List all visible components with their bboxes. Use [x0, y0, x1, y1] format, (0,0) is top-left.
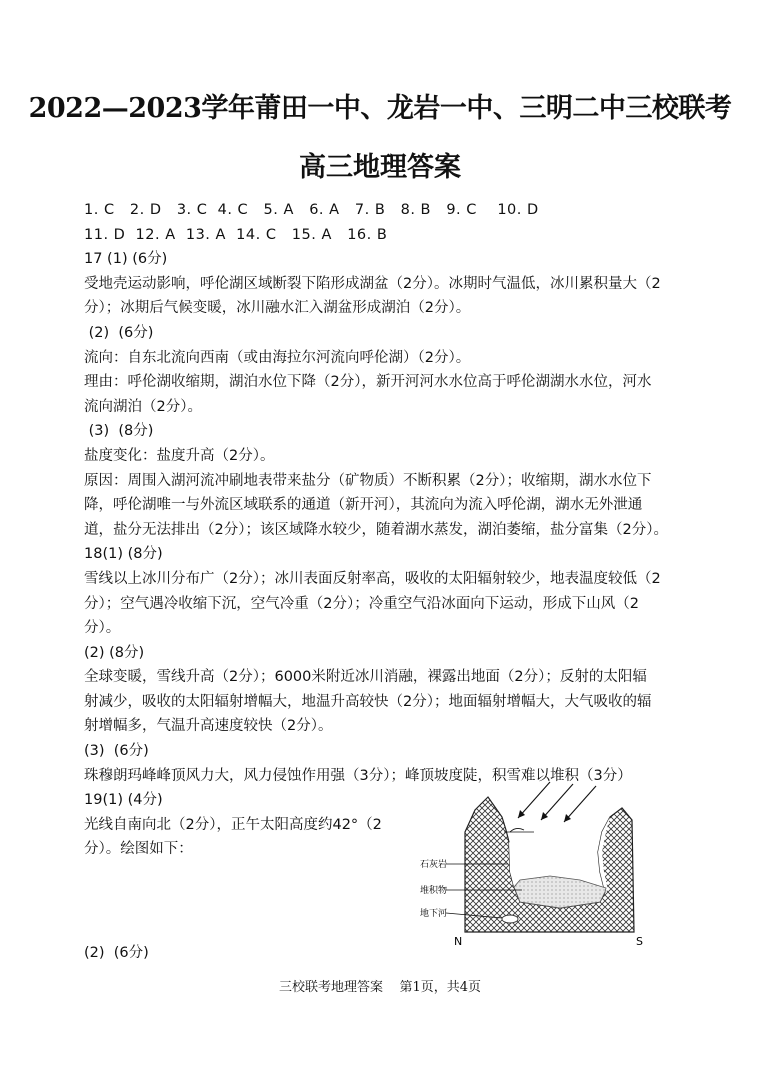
q18-2-line: 全球变暖，雪线升高（2分）；6000米附近冰川消融，裸露出地面（2分）；反射的太阳辐: [84, 669, 647, 686]
q18-header: 18(1) (8分): [84, 546, 163, 563]
q19-1-line: 光线自南向北（2分），正午太阳高度约42°（2: [84, 816, 382, 833]
page-title: 2022—2023学年莆田一中、龙岩一中、三明二中三校联考: [28, 93, 732, 124]
deposit-layer: [514, 876, 606, 908]
q17-1-line: 分）；冰期后气候变暖，冰川融水汇入湖盆形成湖泊（2分）。: [84, 300, 471, 317]
q19-1-text: [84, 813, 404, 862]
sun-rays: [518, 782, 596, 822]
q19-header: 19(1) (4分): [84, 792, 163, 809]
limestone-rock: [465, 797, 634, 932]
q17-3-line: 盐度变化：盐度升高（2分）。: [84, 447, 275, 464]
page-footer: 三校联考地理答案 第1页，共4页: [278, 980, 482, 995]
label-limestone: 石灰岩: [420, 860, 448, 870]
q17-3-line: 道，盐分无法排出（2分）；该区域降水较少，随着湖水蒸发，湖泊萎缩，盐分富集（2分）。: [84, 521, 668, 538]
sun-angle-arc: [510, 828, 524, 832]
q17-2-header: (2) (6分): [84, 324, 154, 341]
q18-1-line: 分）；空气遇冷收缩下沉，空气冷重（2分）；冷重空气沿冰面向下运动，形成下山风（2: [84, 595, 639, 612]
q18-2-line: 射增幅多，气温升高速度较快（2分）。: [84, 718, 333, 735]
q17-2-line: 流向：自东北流向西南（或由海拉尔河流向呼伦湖）（2分）。: [84, 349, 471, 366]
label-north: N: [454, 935, 463, 948]
q17-3-line: 降，呼伦湖唯一与外流区域联系的通道（新开河），其流向为流入呼伦湖，湖水无外泄通: [84, 497, 643, 514]
answer-body: [84, 198, 684, 862]
label-underground-river: 地下河: [420, 909, 448, 919]
cave-cross-section-figure: [410, 772, 660, 952]
mcq-answers-row-1: 1. C 2. D 3. C 4. C 5. A 6. A 7. B 8. B 9. C 10. D: [84, 202, 539, 218]
q17-3-line: 原因：周围入湖河流冲刷地表带来盐分（矿物质）不断积累（2分）；收缩期，湖水水位下: [84, 472, 652, 489]
q17-2-line: 理由：呼伦湖收缩期，湖泊水位下降（2分），新开河河水水位高于呼伦湖湖水水位，河水: [84, 374, 652, 391]
q18-2-line: 射减少，吸收的太阳辐射增幅大，地温升高较快（2分）；地面辐射增幅大，大气吸收的辐: [84, 693, 652, 710]
mcq-answers-row-2: 11. D 12. A 13. A 14. C 15. A 16. B: [84, 226, 388, 243]
q17-3-header: (3) (8分): [84, 423, 154, 440]
q18-3-line: 珠穆朗玛峰峰顶风力大，风力侵蚀作用强（3分）；峰顶坡度陡，积雪难以堆积（3分）: [84, 767, 632, 784]
q19-1-line: 分）。绘图如下：: [84, 841, 193, 858]
q19-2-header: (2) (6分): [84, 945, 149, 961]
q18-3-header: (3) (6分): [84, 743, 149, 760]
label-south: S: [636, 935, 643, 948]
q18-2-header: (2) (8分): [84, 644, 145, 661]
q18-1-line: 分）。: [84, 620, 121, 637]
label-deposit: 堆积物: [420, 886, 448, 896]
q17-1-line: 受地壳运动影响，呼伦湖区域断裂下陷形成湖盆（2分）。冰期时气温低，冰川累积量大（2: [84, 275, 661, 292]
q17-2-line: 流向湖泊（2分）。: [84, 398, 202, 415]
page-subtitle: 高三地理答案: [299, 152, 461, 183]
q17-header: 17 (1) (6分): [84, 251, 168, 268]
q18-1-line: 雪线以上冰川分布广（2分）；冰川表面反射率高，吸收的太阳辐射较少，地表温度较低（2: [84, 570, 661, 587]
underground-river: [502, 915, 518, 923]
